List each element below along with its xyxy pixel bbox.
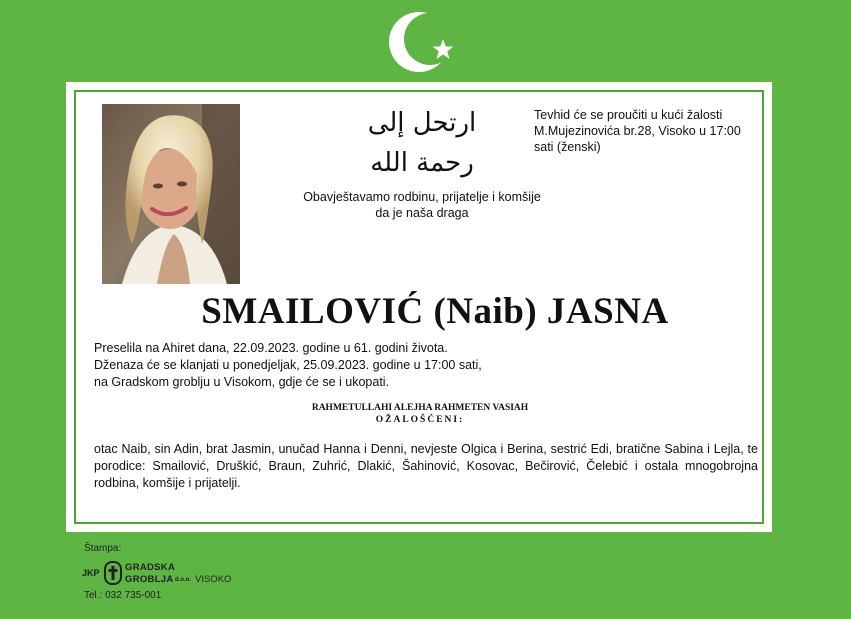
death-date-line: Preselila na Ahiret dana, 22.09.2023. godine u 61. godini života.	[94, 341, 448, 355]
deceased-name: SMAILOVIĆ (Naib) JASNA	[201, 291, 669, 332]
arabic-calligraphy: ارتحل إلى رحمة الله	[367, 108, 477, 178]
logo-doo: d.o.o.	[175, 577, 191, 583]
logo-city: VISOKO	[195, 574, 232, 585]
mourners-list: otac Naib, sin Adin, brat Jasmin, unučad Hanna i Denni, nevjeste Olgica i Berina, sestrić Edi, bratične Sabina i Lejla, te porodice: Smailović, Druškić, Braun, Zuhrić, Dlakić, Šahinović, Kosovac, Bečirović, Čelebić i ostala mnogobrojna rodbina, komšije i prijatelji.	[94, 442, 758, 490]
funeral-details	[94, 340, 554, 391]
printer-phone: Tel.: 032 735-001	[84, 590, 162, 601]
announcement-line-1: Obavještavamo rodbinu, prijatelje i komšije	[303, 190, 541, 204]
portrait-photo	[102, 104, 240, 284]
crescent-star-icon	[385, 8, 465, 76]
logo-jkp: JKP	[82, 568, 100, 578]
funeral-time-line: Dženaza će se klanjati u ponedjeljak, 25.09.2023. godine u 17:00 sati,	[94, 358, 482, 372]
burial-place-line: na Gradskom groblju u Visokom, gdje će se i ukopati.	[94, 375, 390, 389]
logo-line-2: GROBLJA	[125, 574, 174, 585]
logo-line-1: GRADSKA	[125, 562, 176, 573]
prayer-line: RAHMETULLAHI ALEJHA RAHMETEN VASIAH	[311, 403, 529, 413]
print-label: Štampa:	[84, 543, 122, 554]
announcement-text	[292, 189, 552, 221]
tevhid-info: Tevhid će se proučiti u kući žalosti M.Mujezinovića br.28, Visoko u 17:00 sati (ženski)	[534, 108, 741, 154]
mourners-heading: OŽALOŠĆENI:	[375, 415, 465, 425]
announcement-line-2: da je naša draga	[375, 206, 469, 220]
printer-logo	[82, 559, 242, 589]
cemetery-logo-icon	[104, 561, 122, 585]
